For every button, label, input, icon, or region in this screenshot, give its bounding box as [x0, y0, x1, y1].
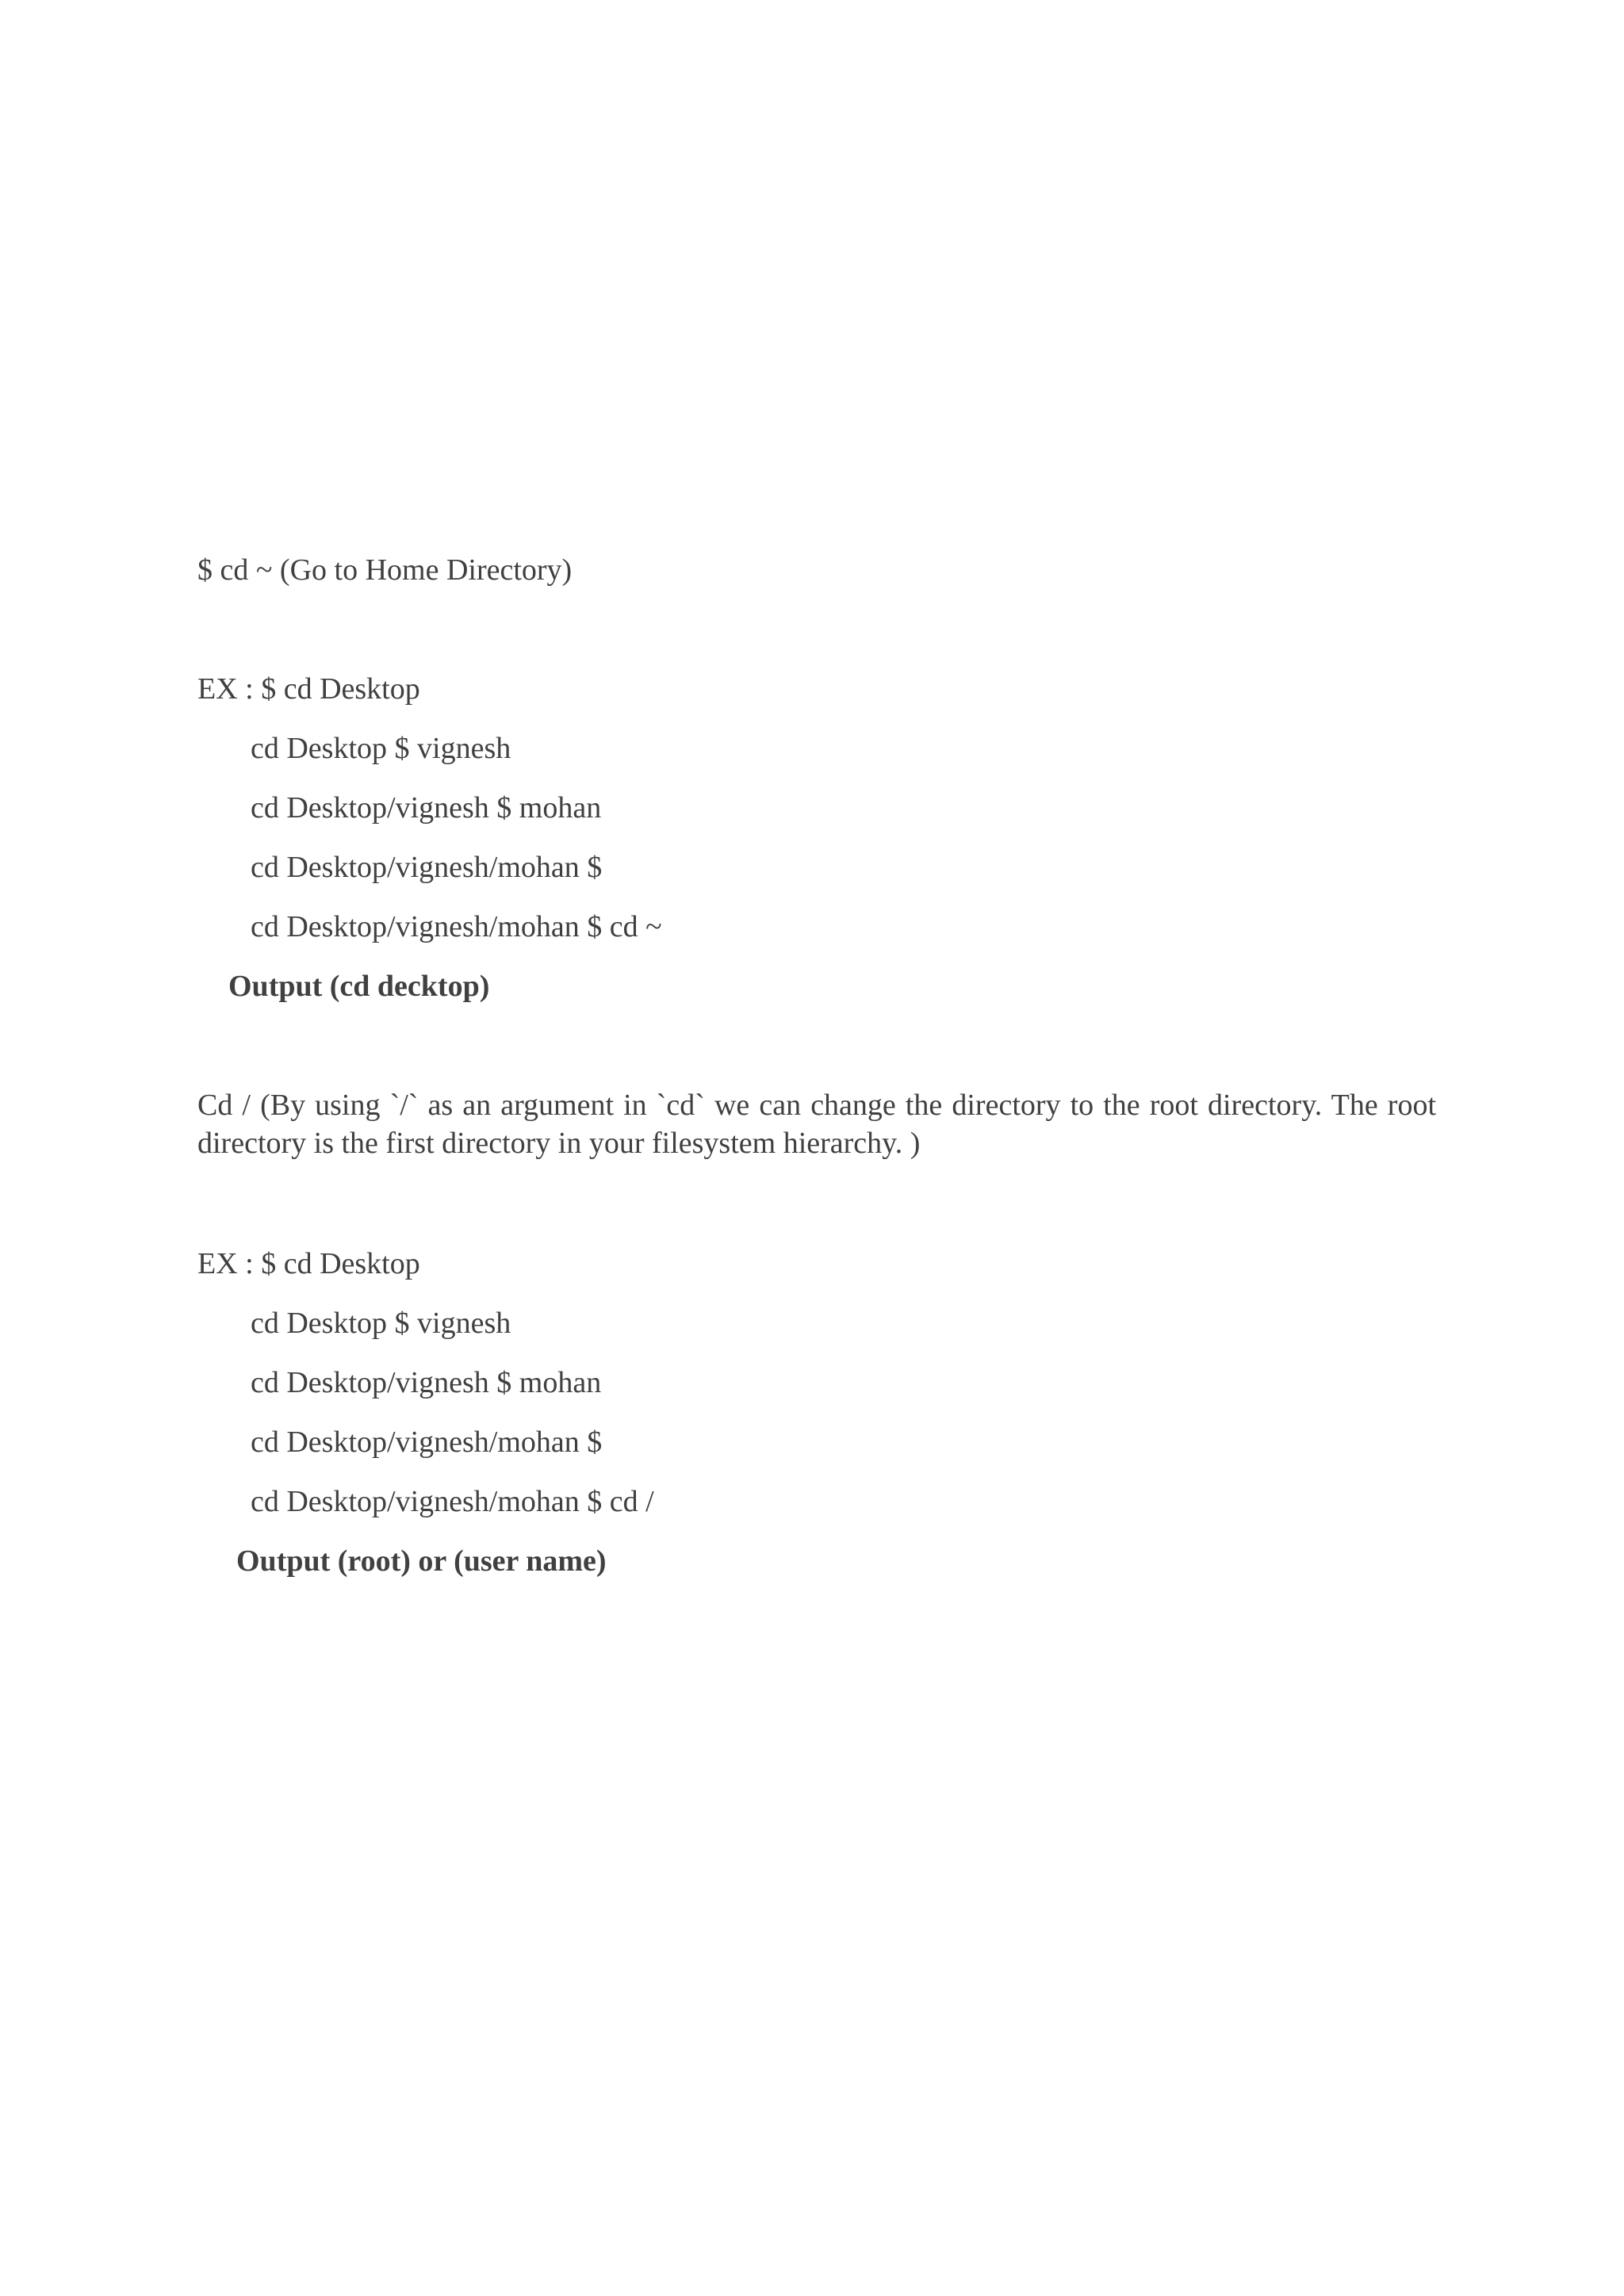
section2-example-line-2: cd Desktop $ vignesh [251, 1307, 511, 1340]
section2-example-line-1: EX : $ cd Desktop [197, 1247, 420, 1280]
section1-example-line-2: cd Desktop $ vignesh [251, 732, 511, 765]
section2-example-line-5: cd Desktop/vignesh/mohan $ cd / [251, 1485, 654, 1518]
section1-example-line-5: cd Desktop/vignesh/mohan $ cd ~ [251, 910, 662, 943]
section2-example-line-3: cd Desktop/vignesh $ mohan [251, 1366, 602, 1399]
section2-output: Output (root) or (user name) [236, 1544, 607, 1578]
section1-heading: $ cd ~ (Go to Home Directory) [197, 553, 573, 587]
section2-example-line-4: cd Desktop/vignesh/mohan $ [251, 1425, 603, 1459]
section1-example-line-3: cd Desktop/vignesh $ mohan [251, 791, 602, 825]
section1-example-line-1: EX : $ cd Desktop [197, 672, 420, 706]
section1-example-line-4: cd Desktop/vignesh/mohan $ [251, 851, 603, 884]
section1-output: Output (cd decktop) [228, 970, 490, 1003]
section2-heading: Cd / (By using `/` as an argument in `cd` we can change the directory to the root directory. The root directory is the first directory in your filesystem hierarchy. ) [197, 1089, 1436, 1160]
